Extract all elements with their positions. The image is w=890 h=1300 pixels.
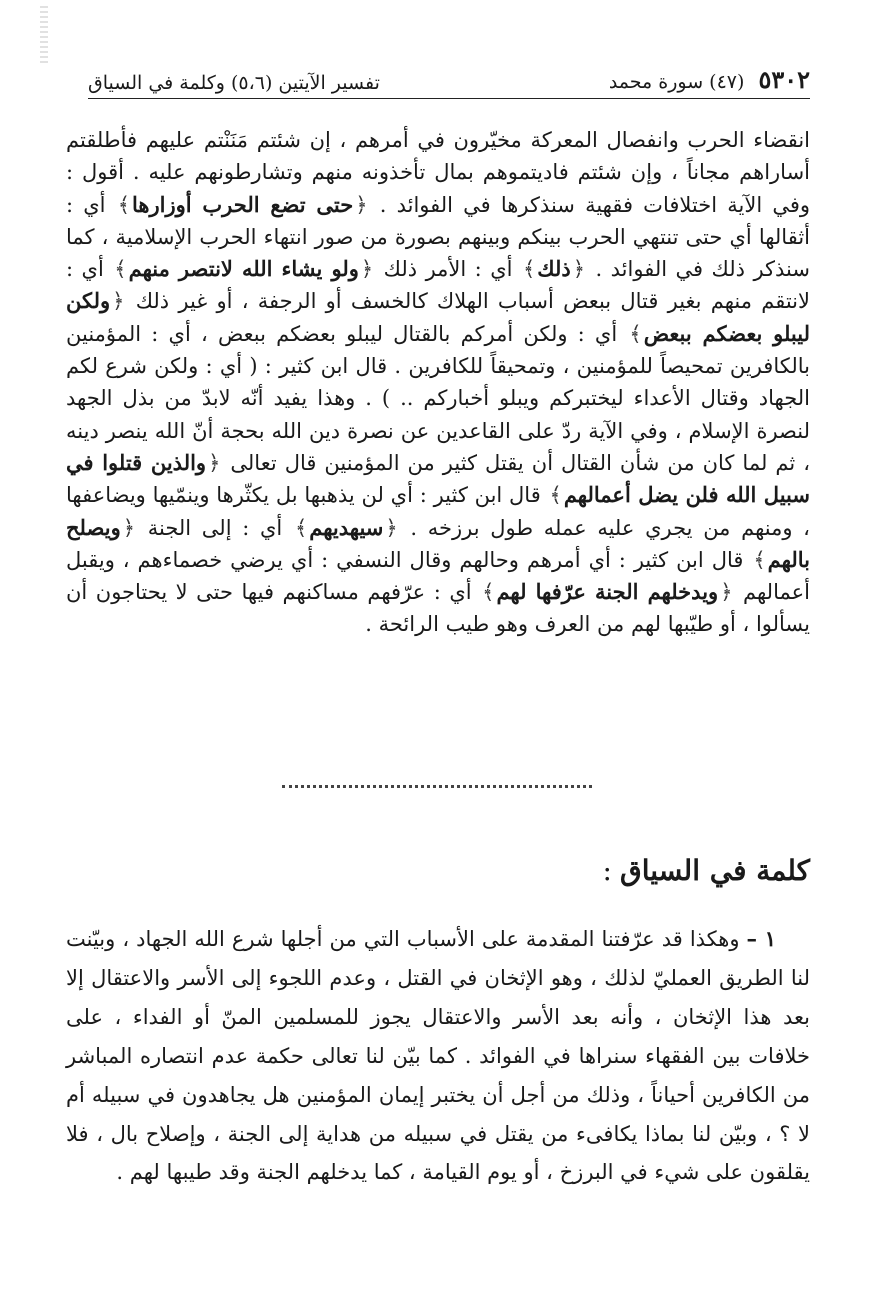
ornate-bracket-close: ﴾ [482, 580, 495, 605]
tafsir-text [66, 124, 810, 641]
ornate-bracket-close: ﴾ [549, 483, 562, 508]
tafsir-segment: أي : الأمر ذلك [383, 257, 513, 282]
ornate-bracket-open: ﴿ [360, 257, 374, 282]
page-number: ٥٣٠٢ [758, 65, 810, 94]
header-right [609, 65, 810, 94]
ornate-bracket-close: ﴾ [114, 257, 127, 282]
ornate-bracket-close: ﴾ [629, 321, 642, 346]
tafsir-segment: أي : ولكن أمركم بالقتال ليبلو بعضكم ببعض ، أي : المؤمنين بالكافرين تمحيصاً للمؤمنين ، وتمحيقاً للكافرين . قال ابن كثير : ( أي : ولكن شرع لكم الجهاد وقتال الأعداء ليختبركم ويبلو أخباركم .. ) . وهذا يفيد أنّه لابدّ من بذل الجهد لنصرة الإسلام ، وفي الآية ردّ على القاعدين عن نصرة دين الله بحجة أنّ الله ينصر دينه ، ثم لما كان من شأن القتال أن يقتل كثير من المؤمنين قال تعالى [66, 321, 810, 475]
dotted-divider [282, 785, 592, 788]
tafsir-segment: أي : أثقالها أي حتى تنتهي الحرب بينكم وبينهم بصورة من صور انتهاء الحرب الإسلامية ، كما سنذكر ذلك في الفوائد . [66, 192, 810, 282]
tafsir-segment: قال ابن كثير : أي لن يذهبها بل يكثّرها وينمّيها ويضاعفها ، ومنهم من يجري عليه عمله طول برزخه . [66, 483, 810, 540]
ornate-bracket-open: ﴿ [112, 289, 125, 314]
tafsir-segment: أي : عرّفهم مساكنهم فيها حتى لا يحتاجون أن يسألوا ، أو طيّبها لهم من العرف وهو طيب الرائحة . [66, 580, 810, 637]
ornate-bracket-close: ﴾ [753, 547, 766, 572]
section-title-colon: : [602, 854, 612, 887]
tafsir-segment: قال ابن كثير : أي أمرهم وحالهم وقال النسفي : أي يرضي خصماءهم ، ويقبل أعمالهم [66, 547, 810, 605]
quran-quote: ولكن ليبلو بعضكم ببعض [66, 288, 810, 346]
quran-quote: ويصلح بالهم [66, 514, 810, 572]
ornate-bracket-open: ﴿ [572, 257, 586, 282]
tafsir-segment: أي : إلى الجنة [147, 515, 283, 540]
ornate-bracket-open: ﴿ [355, 192, 368, 217]
section-text: وهكذا قد عرّفتنا المقدمة على الأسباب التي من أجلها شرع الله الجهاد ، وبيّنت لنا الطريق العمليّ لذلك ، وهو الإثخان في القتل ، وعدم اللجوء إلى الأسر والاعتقال إلا بعد هذا الإثخان ، وأنه بعد الأسر والاعتقال يجوز للمسلمين المنّ أو الفداء ، على خلافات بين الفقهاء سنراها في الفوائد . كما بيّن لنا تعالى حكمة عدم انتصاره المباشر من الكافرين أحياناً ، وذلك من أجل أن يختبر إيمان المؤمنين هل يجاهدون في سبيله أم لا ؟ ، وبيّن لنا بماذا يكافىء من يقتل في سبيله من هداية إلى الجنة ، وإصلاح بال ، فلا يقلقون على شيء في البرزخ ، أو يوم القيامة ، كما يدخلهم الجنة وقد طيبها لهم . [66, 927, 810, 1185]
tafsir-segment: أي : لانتقم منهم بغير قتال ببعض أسباب الهلاك كالخسف أو الرجفة ، أو غير ذلك [66, 257, 810, 314]
ornate-bracket-close: ﴾ [522, 257, 536, 282]
quran-quote: حتى تضع الحرب أوزارها [132, 191, 354, 217]
quran-quote: والذين قتلوا في سبيل الله فلن يضل أعمالهم [66, 449, 810, 508]
section-title-text: كلمة في السياق [619, 854, 810, 887]
quran-quote: ذلك [537, 256, 571, 282]
page-header [88, 60, 810, 94]
ornate-bracket-open: ﴿ [385, 515, 398, 540]
quran-quote: ويدخلهم الجنة عرّفها لهم [496, 579, 719, 605]
section-body [66, 920, 810, 1192]
ornate-bracket-close: ﴾ [117, 192, 131, 217]
ornate-bracket-open: ﴿ [208, 450, 221, 475]
scan-artifact [40, 6, 48, 66]
tafsir-segment: انقضاء الحرب وانفصال المعركة مخيّرون في أمرهم ، إن شئتم مَنَنْتم عليهم فأطلقتم أساراهم مجاناً ، وإن شئتم فاديتموهم بمال تأخذونه منهم وتشارطونهم عليه . أقول : وفي الآية اختلافات فقهية سنذكرها في الفوائد . [66, 128, 811, 217]
item-number: ١ – [746, 926, 777, 951]
quran-quote: سيهديهم [309, 514, 384, 540]
section-title [603, 854, 810, 887]
header-rule [88, 98, 810, 99]
ornate-bracket-close: ﴾ [294, 515, 308, 540]
section-paragraph [66, 920, 810, 1192]
ornate-bracket-open: ﴿ [122, 515, 136, 540]
surah-label: (٤٧) سورة محمد [608, 71, 745, 93]
quran-quote: ولو يشاء الله لانتصر منهم [128, 256, 359, 282]
ornate-bracket-open: ﴿ [720, 580, 733, 605]
section-label: تفسير الآيتين (٥،٦) وكلمة في السياق [88, 72, 380, 94]
tafsir-paragraph [66, 124, 810, 641]
